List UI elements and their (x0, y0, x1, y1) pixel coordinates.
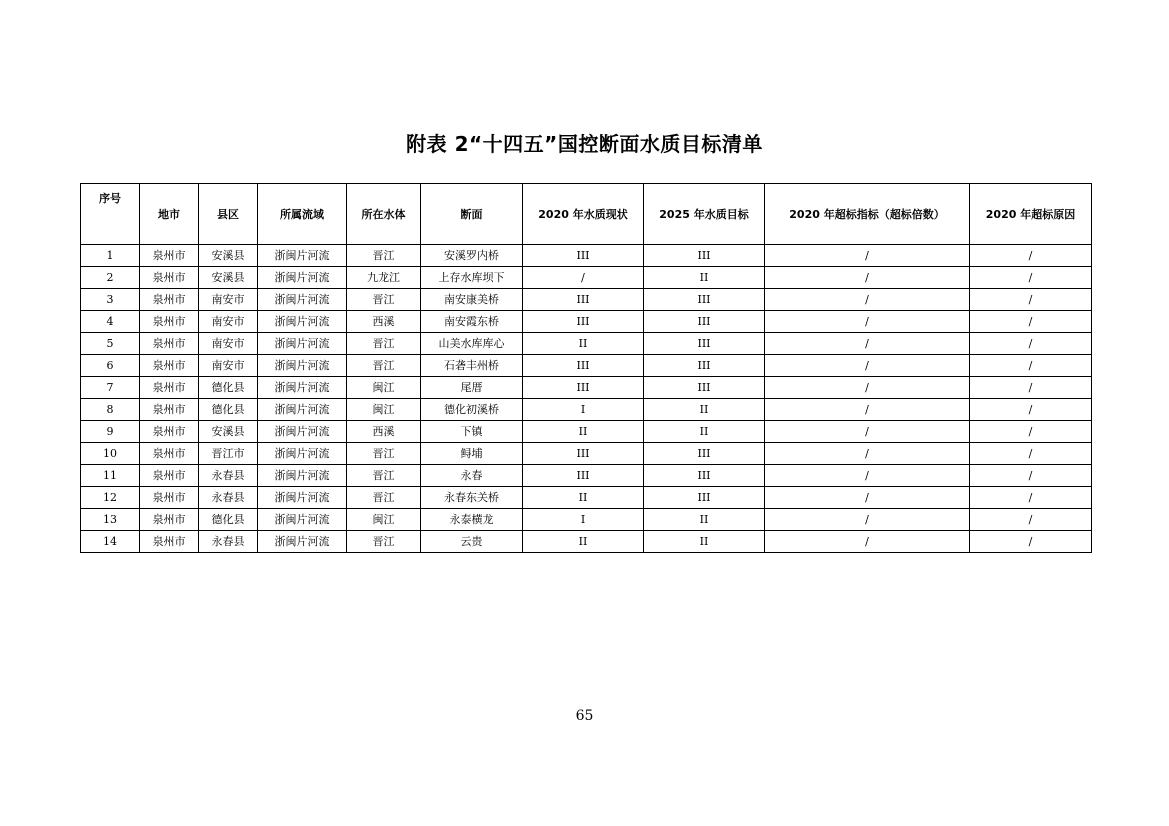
cell-2020-status: / (523, 267, 644, 289)
cell-county: 安溪县 (199, 267, 258, 289)
cell-city: 泉州市 (140, 443, 199, 465)
cell-exceed-reason: / (970, 267, 1092, 289)
cell-exceed-indicator: / (765, 267, 970, 289)
cell-basin: 浙闽片河流 (258, 245, 347, 267)
table-row (81, 377, 1092, 399)
cell-basin: 浙闽片河流 (258, 509, 347, 531)
cell-basin: 浙闽片河流 (258, 531, 347, 553)
cell-seq: 8 (81, 399, 140, 421)
cell-exceed-indicator: / (765, 245, 970, 267)
cell-section: 南安霞东桥 (421, 311, 523, 333)
cell-exceed-indicator: / (765, 289, 970, 311)
cell-basin: 浙闽片河流 (258, 421, 347, 443)
cell-water-body: 晋江 (347, 245, 421, 267)
cell-city: 泉州市 (140, 531, 199, 553)
cell-exceed-reason: / (970, 487, 1092, 509)
header-exceed-reason: 2020 年超标原因 (970, 184, 1092, 245)
cell-water-body: 闽江 (347, 509, 421, 531)
cell-2020-status: II (523, 333, 644, 355)
cell-city: 泉州市 (140, 355, 199, 377)
table-row (81, 487, 1092, 509)
cell-seq: 4 (81, 311, 140, 333)
cell-exceed-indicator: / (765, 399, 970, 421)
document-title: 附表 2“十四五”国控断面水质目标清单 (406, 132, 763, 156)
cell-basin: 浙闽片河流 (258, 443, 347, 465)
table-header-row (81, 184, 1092, 245)
cell-seq: 13 (81, 509, 140, 531)
cell-basin: 浙闽片河流 (258, 465, 347, 487)
header-water-body: 所在水体 (347, 184, 421, 245)
cell-2025-target: II (644, 509, 765, 531)
cell-exceed-reason: / (970, 377, 1092, 399)
cell-section: 上存水库坝下 (421, 267, 523, 289)
cell-2025-target: III (644, 333, 765, 355)
header-2025-target: 2025 年水质目标 (644, 184, 765, 245)
table-row (81, 465, 1092, 487)
cell-county: 永春县 (199, 487, 258, 509)
cell-exceed-reason: / (970, 333, 1092, 355)
cell-basin: 浙闽片河流 (258, 311, 347, 333)
cell-seq: 10 (81, 443, 140, 465)
cell-section: 永泰横龙 (421, 509, 523, 531)
cell-city: 泉州市 (140, 267, 199, 289)
cell-section: 德化初溪桥 (421, 399, 523, 421)
cell-exceed-indicator: / (765, 509, 970, 531)
cell-2020-status: I (523, 399, 644, 421)
cell-city: 泉州市 (140, 377, 199, 399)
cell-seq: 2 (81, 267, 140, 289)
cell-exceed-indicator: / (765, 443, 970, 465)
cell-exceed-reason: / (970, 509, 1092, 531)
cell-city: 泉州市 (140, 465, 199, 487)
cell-2025-target: III (644, 355, 765, 377)
cell-2025-target: III (644, 443, 765, 465)
header-county: 县区 (199, 184, 258, 245)
header-2020-status: 2020 年水质现状 (523, 184, 644, 245)
cell-exceed-indicator: / (765, 377, 970, 399)
cell-basin: 浙闽片河流 (258, 377, 347, 399)
cell-2025-target: III (644, 245, 765, 267)
cell-exceed-reason: / (970, 443, 1092, 465)
cell-water-body: 晋江 (347, 465, 421, 487)
cell-seq: 1 (81, 245, 140, 267)
cell-2025-target: III (644, 465, 765, 487)
cell-water-body: 闽江 (347, 377, 421, 399)
cell-county: 南安市 (199, 333, 258, 355)
cell-basin: 浙闽片河流 (258, 289, 347, 311)
cell-exceed-reason: / (970, 355, 1092, 377)
cell-city: 泉州市 (140, 421, 199, 443)
cell-city: 泉州市 (140, 333, 199, 355)
cell-2020-status: III (523, 245, 644, 267)
cell-seq: 5 (81, 333, 140, 355)
cell-water-body: 九龙江 (347, 267, 421, 289)
cell-county: 永春县 (199, 465, 258, 487)
cell-2020-status: III (523, 289, 644, 311)
header-section: 断面 (421, 184, 523, 245)
cell-water-body: 晋江 (347, 531, 421, 553)
cell-seq: 3 (81, 289, 140, 311)
cell-2025-target: III (644, 377, 765, 399)
cell-exceed-indicator: / (765, 311, 970, 333)
cell-county: 德化县 (199, 399, 258, 421)
cell-water-body: 西溪 (347, 311, 421, 333)
cell-section: 下镇 (421, 421, 523, 443)
cell-2025-target: II (644, 421, 765, 443)
cell-city: 泉州市 (140, 289, 199, 311)
cell-exceed-indicator: / (765, 333, 970, 355)
cell-2020-status: II (523, 487, 644, 509)
cell-city: 泉州市 (140, 311, 199, 333)
cell-exceed-indicator: / (765, 355, 970, 377)
table-row (81, 509, 1092, 531)
table-row (81, 311, 1092, 333)
cell-county: 德化县 (199, 377, 258, 399)
cell-exceed-reason: / (970, 311, 1092, 333)
header-seq: 序号 (81, 184, 140, 245)
cell-seq: 14 (81, 531, 140, 553)
cell-2025-target: III (644, 289, 765, 311)
cell-2020-status: II (523, 531, 644, 553)
cell-section: 鲟埔 (421, 443, 523, 465)
cell-section: 南安康美桥 (421, 289, 523, 311)
cell-section: 尾厝 (421, 377, 523, 399)
cell-2025-target: III (644, 487, 765, 509)
cell-2025-target: II (644, 399, 765, 421)
cell-exceed-reason: / (970, 245, 1092, 267)
cell-city: 泉州市 (140, 509, 199, 531)
table-row (81, 267, 1092, 289)
cell-county: 安溪县 (199, 421, 258, 443)
cell-water-body: 西溪 (347, 421, 421, 443)
cell-exceed-reason: / (970, 421, 1092, 443)
cell-seq: 11 (81, 465, 140, 487)
cell-seq: 12 (81, 487, 140, 509)
cell-section: 永春 (421, 465, 523, 487)
cell-basin: 浙闽片河流 (258, 355, 347, 377)
table-row (81, 443, 1092, 465)
cell-county: 南安市 (199, 355, 258, 377)
cell-county: 永春县 (199, 531, 258, 553)
cell-basin: 浙闽片河流 (258, 399, 347, 421)
cell-exceed-reason: / (970, 465, 1092, 487)
page-number: 65 (575, 708, 594, 724)
cell-exceed-indicator: / (765, 531, 970, 553)
cell-exceed-indicator: / (765, 487, 970, 509)
cell-2020-status: III (523, 311, 644, 333)
header-basin: 所属流域 (258, 184, 347, 245)
cell-2025-target: II (644, 267, 765, 289)
cell-city: 泉州市 (140, 487, 199, 509)
cell-seq: 9 (81, 421, 140, 443)
cell-section: 石砻丰州桥 (421, 355, 523, 377)
cell-basin: 浙闽片河流 (258, 267, 347, 289)
cell-water-body: 晋江 (347, 443, 421, 465)
table-row (81, 333, 1092, 355)
cell-2020-status: II (523, 421, 644, 443)
cell-water-body: 晋江 (347, 487, 421, 509)
cell-county: 南安市 (199, 311, 258, 333)
cell-2020-status: III (523, 377, 644, 399)
cell-2025-target: III (644, 311, 765, 333)
cell-city: 泉州市 (140, 245, 199, 267)
cell-exceed-reason: / (970, 399, 1092, 421)
cell-water-body: 晋江 (347, 355, 421, 377)
cell-2020-status: III (523, 355, 644, 377)
cell-2020-status: III (523, 465, 644, 487)
cell-seq: 7 (81, 377, 140, 399)
header-exceed-indicator: 2020 年超标指标（超标倍数） (765, 184, 970, 245)
cell-water-body: 闽江 (347, 399, 421, 421)
table-row (81, 399, 1092, 421)
cell-exceed-reason: / (970, 289, 1092, 311)
cell-section: 安溪罗内桥 (421, 245, 523, 267)
cell-basin: 浙闽片河流 (258, 487, 347, 509)
table-row (81, 245, 1092, 267)
cell-water-body: 晋江 (347, 333, 421, 355)
cell-county: 安溪县 (199, 245, 258, 267)
header-city: 地市 (140, 184, 199, 245)
table-row (81, 355, 1092, 377)
cell-2020-status: III (523, 443, 644, 465)
cell-2025-target: II (644, 531, 765, 553)
cell-2020-status: I (523, 509, 644, 531)
water-quality-target-table (80, 183, 1092, 553)
cell-city: 泉州市 (140, 399, 199, 421)
cell-water-body: 晋江 (347, 289, 421, 311)
cell-county: 德化县 (199, 509, 258, 531)
cell-basin: 浙闽片河流 (258, 333, 347, 355)
cell-section: 永春东关桥 (421, 487, 523, 509)
table-row (81, 421, 1092, 443)
cell-exceed-reason: / (970, 531, 1092, 553)
cell-seq: 6 (81, 355, 140, 377)
table-row (81, 289, 1092, 311)
cell-county: 南安市 (199, 289, 258, 311)
cell-section: 云贵 (421, 531, 523, 553)
cell-section: 山美水库库心 (421, 333, 523, 355)
table-row (81, 531, 1092, 553)
cell-exceed-indicator: / (765, 465, 970, 487)
cell-county: 晋江市 (199, 443, 258, 465)
cell-exceed-indicator: / (765, 421, 970, 443)
